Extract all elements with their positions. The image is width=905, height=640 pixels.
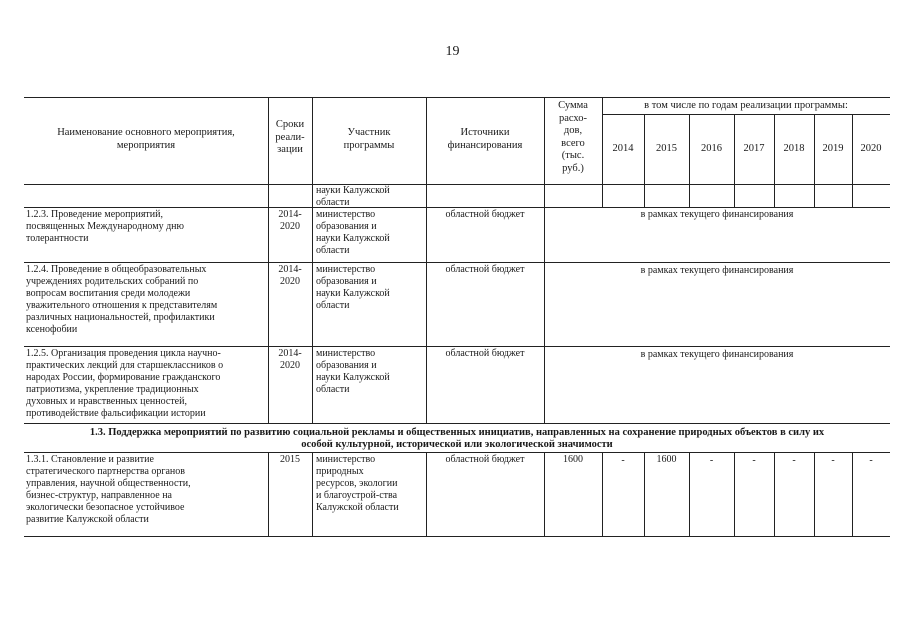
row-1-3-1-2015: 1600: [656, 454, 677, 465]
row-divider: [24, 207, 890, 208]
row-1-2-4-name: 1.2.4. Проведение в общеобразовательных учреждениях родительских собраний по вопросам воспитания среди молодежи уважительного отношения к представителям различных национальностей, профилактики ксенофобии: [26, 264, 218, 335]
col-divider: [644, 114, 645, 207]
col-divider: [774, 114, 775, 207]
row-1-3-1-2020: -: [869, 455, 873, 466]
row-divider: [24, 262, 890, 263]
row-1-3-1-name: 1.3.1. Становление и развитие стратегического партнерства органов управления, научной общественности, бизнес-структур, направленное на экологически безопасное устойчивое развитие Калужской области: [26, 454, 191, 525]
row-1-2-4-participant: министерство образования и науки Калужской области: [316, 264, 390, 311]
row-1-2-3-source: областной бюджет: [445, 209, 525, 220]
table-top-border: [24, 97, 890, 98]
year-2014: 2014: [612, 143, 634, 154]
row-1-2-3-name: 1.2.3. Проведение мероприятий, посвященных Международному дню толерантности: [26, 209, 184, 244]
cont-participant: науки Калужской области: [316, 185, 390, 208]
header-sum: Сумма расхо- дов, всего (тыс. руб.): [558, 100, 588, 174]
col-divider: [814, 114, 815, 207]
row-1-3-1-2018: -: [792, 455, 796, 466]
row-1-3-1-sum: 1600: [563, 454, 583, 465]
row-1-3-1-2017: -: [752, 455, 756, 466]
col-divider: [852, 114, 853, 207]
year-2016: 2016: [701, 143, 722, 154]
row-1-3-1-source: областной бюджет: [445, 454, 525, 465]
header-sources: Источники финансирования: [447, 127, 523, 151]
row-1-3-1-2016: -: [709, 455, 714, 466]
col-divider: [734, 114, 735, 207]
row-1-3-1-participant: министерство природных ресурсов, экологии и благоустрой-ства Калужской области: [316, 454, 399, 513]
header-terms: Сроки реали- зации: [275, 119, 305, 155]
row-1-2-3-participant: министерство образования и науки Калужской области: [316, 209, 390, 256]
page-number: 19: [445, 44, 460, 59]
year-2018: 2018: [783, 143, 805, 154]
year-2020: 2020: [860, 143, 882, 154]
row-divider: [24, 452, 890, 453]
header-bottom-border: [24, 184, 890, 185]
row-divider: [24, 346, 890, 347]
row-divider: [24, 423, 890, 424]
row-1-2-3-financing: в рамках текущего финансирования: [640, 209, 794, 220]
row-1-2-5-name: 1.2.5. Организация проведения цикла научно- практических лекций для старшеклассников о народах России, формирование гражданского патриотизма, укрепление традиционных духовных и нравственных ценностей, противодействие фальсификации истории: [26, 348, 224, 419]
header-name: Наименование основного мероприятия, мероприятия: [57, 127, 235, 151]
row-1-3-1-terms: 2015: [280, 454, 300, 465]
row-1-2-4-source: областной бюджет: [445, 264, 525, 275]
header-participant: Участник программы: [343, 127, 395, 151]
row-1-2-4-terms: 2014- 2020: [278, 264, 302, 287]
row-1-2-5-terms: 2014- 2020: [278, 348, 302, 371]
section-1-3-title: 1.3. Поддержка мероприятий по развитию социальной рекламы и общественных инициатив, направленных на сохранение природных объектов в силу их особой культурной, исторической или экологической значимости: [89, 427, 825, 450]
year-2017: 2017: [743, 143, 765, 154]
row-1-2-5-source: областной бюджет: [445, 348, 525, 359]
program-table: [24, 97, 890, 537]
row-1-2-5-participant: министерство образования и науки Калужской области: [316, 348, 390, 395]
row-1-3-1-2019: -: [831, 455, 835, 466]
year-2015: 2015: [656, 143, 677, 154]
table-bottom-border: [24, 536, 890, 537]
col-divider: [312, 452, 313, 537]
col-divider: [689, 114, 690, 207]
row-1-3-1-2014: -: [621, 455, 625, 466]
year-group-divider: [602, 114, 890, 115]
year-2019: 2019: [822, 143, 844, 154]
header-by-years: в том числе по годам реализации программы:: [644, 100, 848, 111]
row-1-2-5-financing: в рамках текущего финансирования: [640, 349, 794, 360]
row-1-2-3-terms: 2014- 2020: [278, 209, 302, 232]
row-1-2-4-financing: в рамках текущего финансирования: [640, 265, 794, 276]
